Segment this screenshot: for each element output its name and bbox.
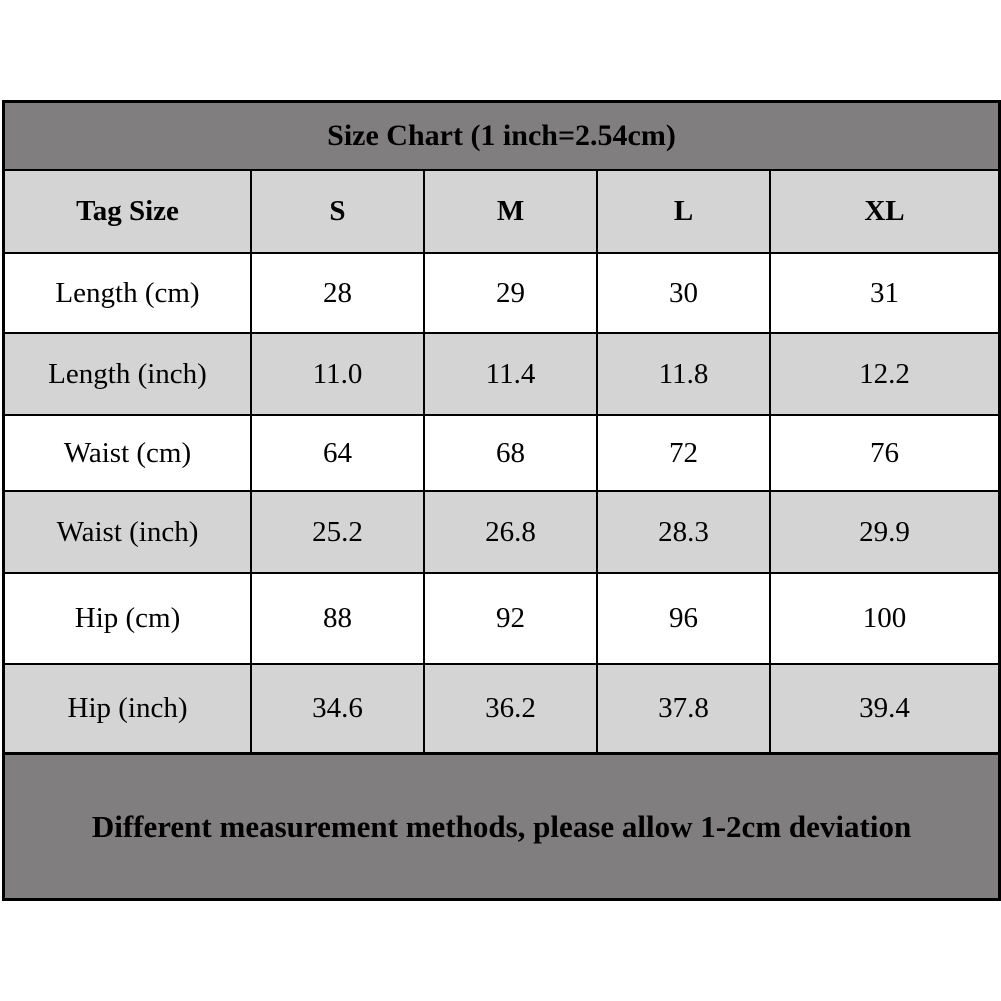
table-cell: 88	[251, 573, 424, 664]
row-label: Length (cm)	[5, 253, 251, 333]
row-label: Length (inch)	[5, 333, 251, 415]
header-cell-tag-size: Tag Size	[5, 171, 251, 253]
header-cell-xl: XL	[770, 171, 998, 253]
table-cell: 12.2	[770, 333, 998, 415]
table-cell: 76	[770, 415, 998, 491]
table-row	[5, 333, 998, 415]
header-cell-l: L	[597, 171, 770, 253]
table-row	[5, 664, 998, 753]
row-label: Hip (cm)	[5, 573, 251, 664]
table-cell: 26.8	[424, 491, 597, 573]
table-cell: 36.2	[424, 664, 597, 753]
table-cell: 100	[770, 573, 998, 664]
table-cell: 11.0	[251, 333, 424, 415]
table-cell: 11.8	[597, 333, 770, 415]
table-cell: 64	[251, 415, 424, 491]
table-cell: 11.4	[424, 333, 597, 415]
table-row	[5, 573, 998, 664]
table-row	[5, 491, 998, 573]
size-table	[5, 171, 998, 754]
measurement-note: Different measurement methods, please allow 1-2cm deviation	[5, 753, 998, 898]
row-label: Hip (inch)	[5, 664, 251, 753]
row-label: Waist (inch)	[5, 491, 251, 573]
chart-title: Size Chart (1 inch=2.54cm)	[5, 103, 998, 171]
table-cell: 25.2	[251, 491, 424, 573]
table-header-row	[5, 171, 998, 253]
header-cell-m: M	[424, 171, 597, 253]
table-cell: 30	[597, 253, 770, 333]
table-cell: 29.9	[770, 491, 998, 573]
table-cell: 92	[424, 573, 597, 664]
table-cell: 28	[251, 253, 424, 333]
table-cell: 28.3	[597, 491, 770, 573]
size-chart	[2, 100, 1001, 901]
table-row	[5, 253, 998, 333]
table-cell: 34.6	[251, 664, 424, 753]
table-cell: 37.8	[597, 664, 770, 753]
table-cell: 31	[770, 253, 998, 333]
table-cell: 39.4	[770, 664, 998, 753]
table-cell: 68	[424, 415, 597, 491]
table-cell: 96	[597, 573, 770, 664]
table-cell: 29	[424, 253, 597, 333]
table-row	[5, 415, 998, 491]
table-cell: 72	[597, 415, 770, 491]
header-cell-s: S	[251, 171, 424, 253]
row-label: Waist (cm)	[5, 415, 251, 491]
